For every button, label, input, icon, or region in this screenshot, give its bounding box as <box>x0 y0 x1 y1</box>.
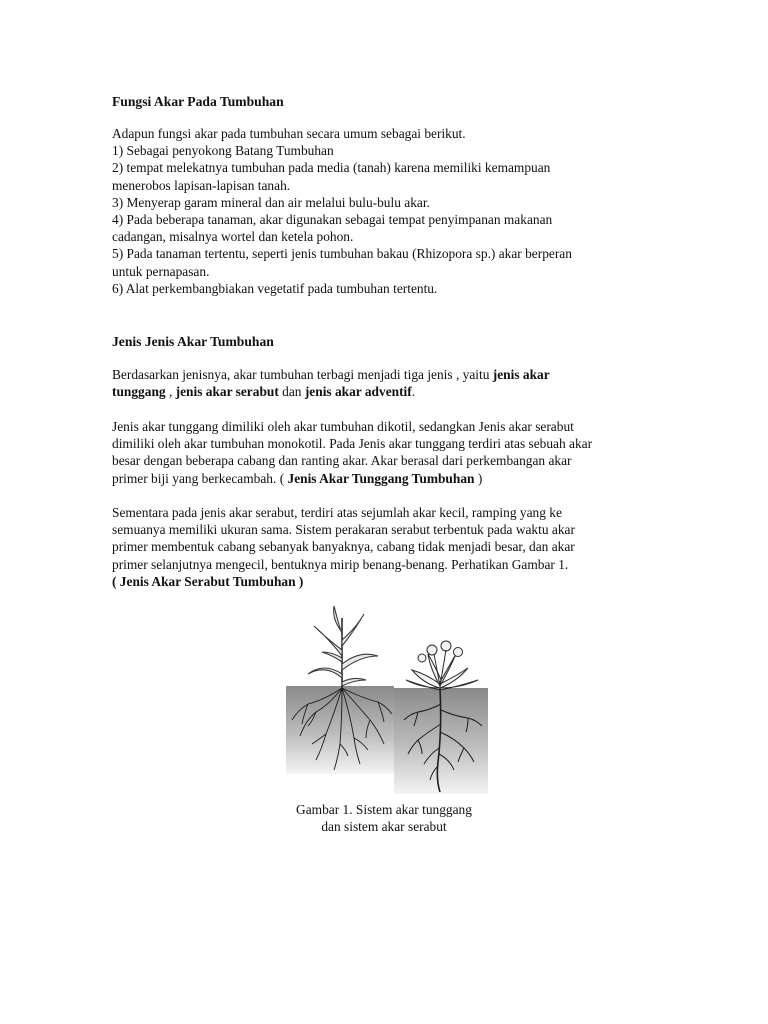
list-item: 2) tempat melekatnya tumbuhan pada media (tanah) karena memiliki kemampuan <box>112 160 551 176</box>
paragraph-line: primer selanjutnya mengecil, bentuknya mirip benang-benang. Perhatikan Gambar 1. <box>112 556 569 572</box>
list-item: 5) Pada tanaman tertentu, seperti jenis tumbuhan bakau (Rhizopora sp.) akar berperan <box>112 246 572 262</box>
section-heading-jenis-akar: Jenis Jenis Akar Tumbuhan <box>112 334 274 349</box>
paragraph-line <box>112 470 652 487</box>
text-run: ) <box>474 470 483 486</box>
paragraph-line <box>112 383 652 400</box>
figure-caption <box>200 801 568 835</box>
grass-shoot <box>308 606 378 688</box>
bold-term: tunggang <box>112 384 166 400</box>
bold-term: jenis akar <box>492 367 550 382</box>
paragraph-line <box>112 573 652 590</box>
intro-text: Adapun fungsi akar pada tumbuhan secara umum sebagai berikut. <box>112 126 466 141</box>
paragraph-line: Jenis akar tunggang dimiliki oleh akar tumbuhan dikotil, sedangkan Jenis akar serabut <box>112 419 574 434</box>
paragraph-jenis-akar <box>112 366 652 400</box>
list-item: 3) Menyerap garam mineral dan air melalui bulu-bulu akar. <box>112 194 430 210</box>
fibrous-root-plant-illustration <box>286 604 394 794</box>
text-run: dan <box>278 384 305 400</box>
list-item: 4) Pada beberapa tanaman, akar digunakan sebagai tempat penyimpanan makanan <box>112 212 553 228</box>
paragraph-line <box>112 366 652 383</box>
bold-term: Jenis Akar Tunggang Tumbuhan <box>287 470 475 486</box>
caption-line: dan sistem akar serabut <box>321 819 447 835</box>
text-run: primer biji yang berkecambah. ( <box>112 470 288 486</box>
list-item: 6) Alat perkembangbiakan vegetatif pada tumbuhan tertentu. <box>112 280 438 296</box>
list-item: 1) Sebagai penyokong Batang Tumbuhan <box>112 143 334 159</box>
list-item: cadangan, misalnya wortel dan ketela pohon. <box>112 229 354 245</box>
root-systems-figure <box>276 604 491 794</box>
paragraph-line: semuanya memiliki ukuran sama. Sistem perakaran serabut terbentuk pada waktu akar <box>112 522 575 538</box>
text-run: , <box>165 384 176 400</box>
fungsi-akar-list <box>112 125 652 297</box>
list-item: menerobos lapisan-lapisan tanah. <box>112 177 291 193</box>
bold-term: jenis akar serabut <box>175 384 279 400</box>
paragraph-akar-serabut <box>112 504 652 590</box>
paragraph-line: dimiliki oleh akar tumbuhan monokotil. Pada Jenis akar tunggang terdiri atas sebuah akar <box>112 436 593 452</box>
rosette-shoot <box>406 641 478 690</box>
text-run: Berdasarkan jenisnya, akar tumbuhan terbagi menjadi tiga jenis , yaitu <box>112 367 493 382</box>
list-item: untuk pernapasan. <box>112 263 210 279</box>
bold-term: jenis akar adventif <box>304 384 412 400</box>
taproot-plant-illustration <box>394 640 488 794</box>
paragraph-line: besar dengan beberapa cabang dan ranting akar. Akar berasal dari perkembangan akar <box>112 453 572 469</box>
caption-line: Gambar 1. Sistem akar tunggang <box>296 802 472 817</box>
paragraph-line: primer membentuk cabang sebanyak banyaknya, cabang tidak menjadi besar, dan akar <box>112 539 575 555</box>
paragraph-akar-tunggang <box>112 418 652 487</box>
paragraph-line: Sementara pada jenis akar serabut, terdiri atas sejumlah akar kecil, ramping yang ke <box>112 505 562 520</box>
section-heading-fungsi-akar: Fungsi Akar Pada Tumbuhan <box>112 94 284 109</box>
text-run: . <box>411 384 416 400</box>
bold-term: ( Jenis Akar Serabut Tumbuhan ) <box>112 573 304 589</box>
